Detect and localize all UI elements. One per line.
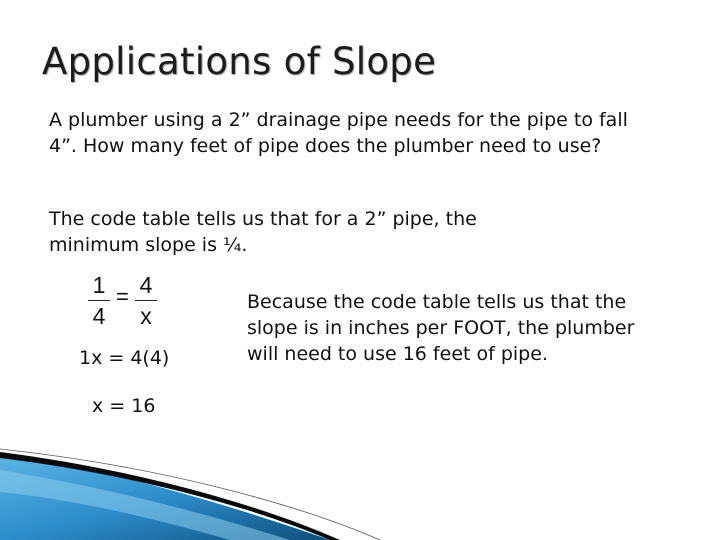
equals-sign: = xyxy=(116,284,129,309)
fraction-bar xyxy=(88,300,110,301)
light-swoosh-shape xyxy=(0,470,290,540)
left-denominator: 4 xyxy=(92,303,106,329)
left-numerator: 1 xyxy=(92,272,106,298)
equation-step-2: x = 16 xyxy=(92,395,156,417)
equation-step-1: 1x = 4(4) xyxy=(79,347,170,369)
black-stripe-shape xyxy=(0,452,340,540)
slide-title: Applications of Slope xyxy=(42,40,437,83)
blue-swoosh-shape xyxy=(0,452,330,540)
thin-line-shape xyxy=(0,449,380,540)
code-table-paragraph: The code table tells us that for a 2” pipe, the minimum slope is ¼. xyxy=(49,208,477,256)
fraction-bar xyxy=(135,300,157,301)
right-denominator: x xyxy=(140,303,152,329)
right-numerator: 4 xyxy=(139,272,153,298)
proportion-equation xyxy=(86,270,166,330)
problem-paragraph: A plumber using a 2” drainage pipe needs for the pipe to fall 4”. How many feet of pipe does the plumber need to use? xyxy=(49,109,628,157)
explanation-paragraph: Because the code table tells us that the slope is in inches per FOOT, the plumber will need to use 16 feet of pipe. xyxy=(247,291,635,365)
left-fraction xyxy=(88,272,110,330)
right-fraction xyxy=(135,272,157,330)
